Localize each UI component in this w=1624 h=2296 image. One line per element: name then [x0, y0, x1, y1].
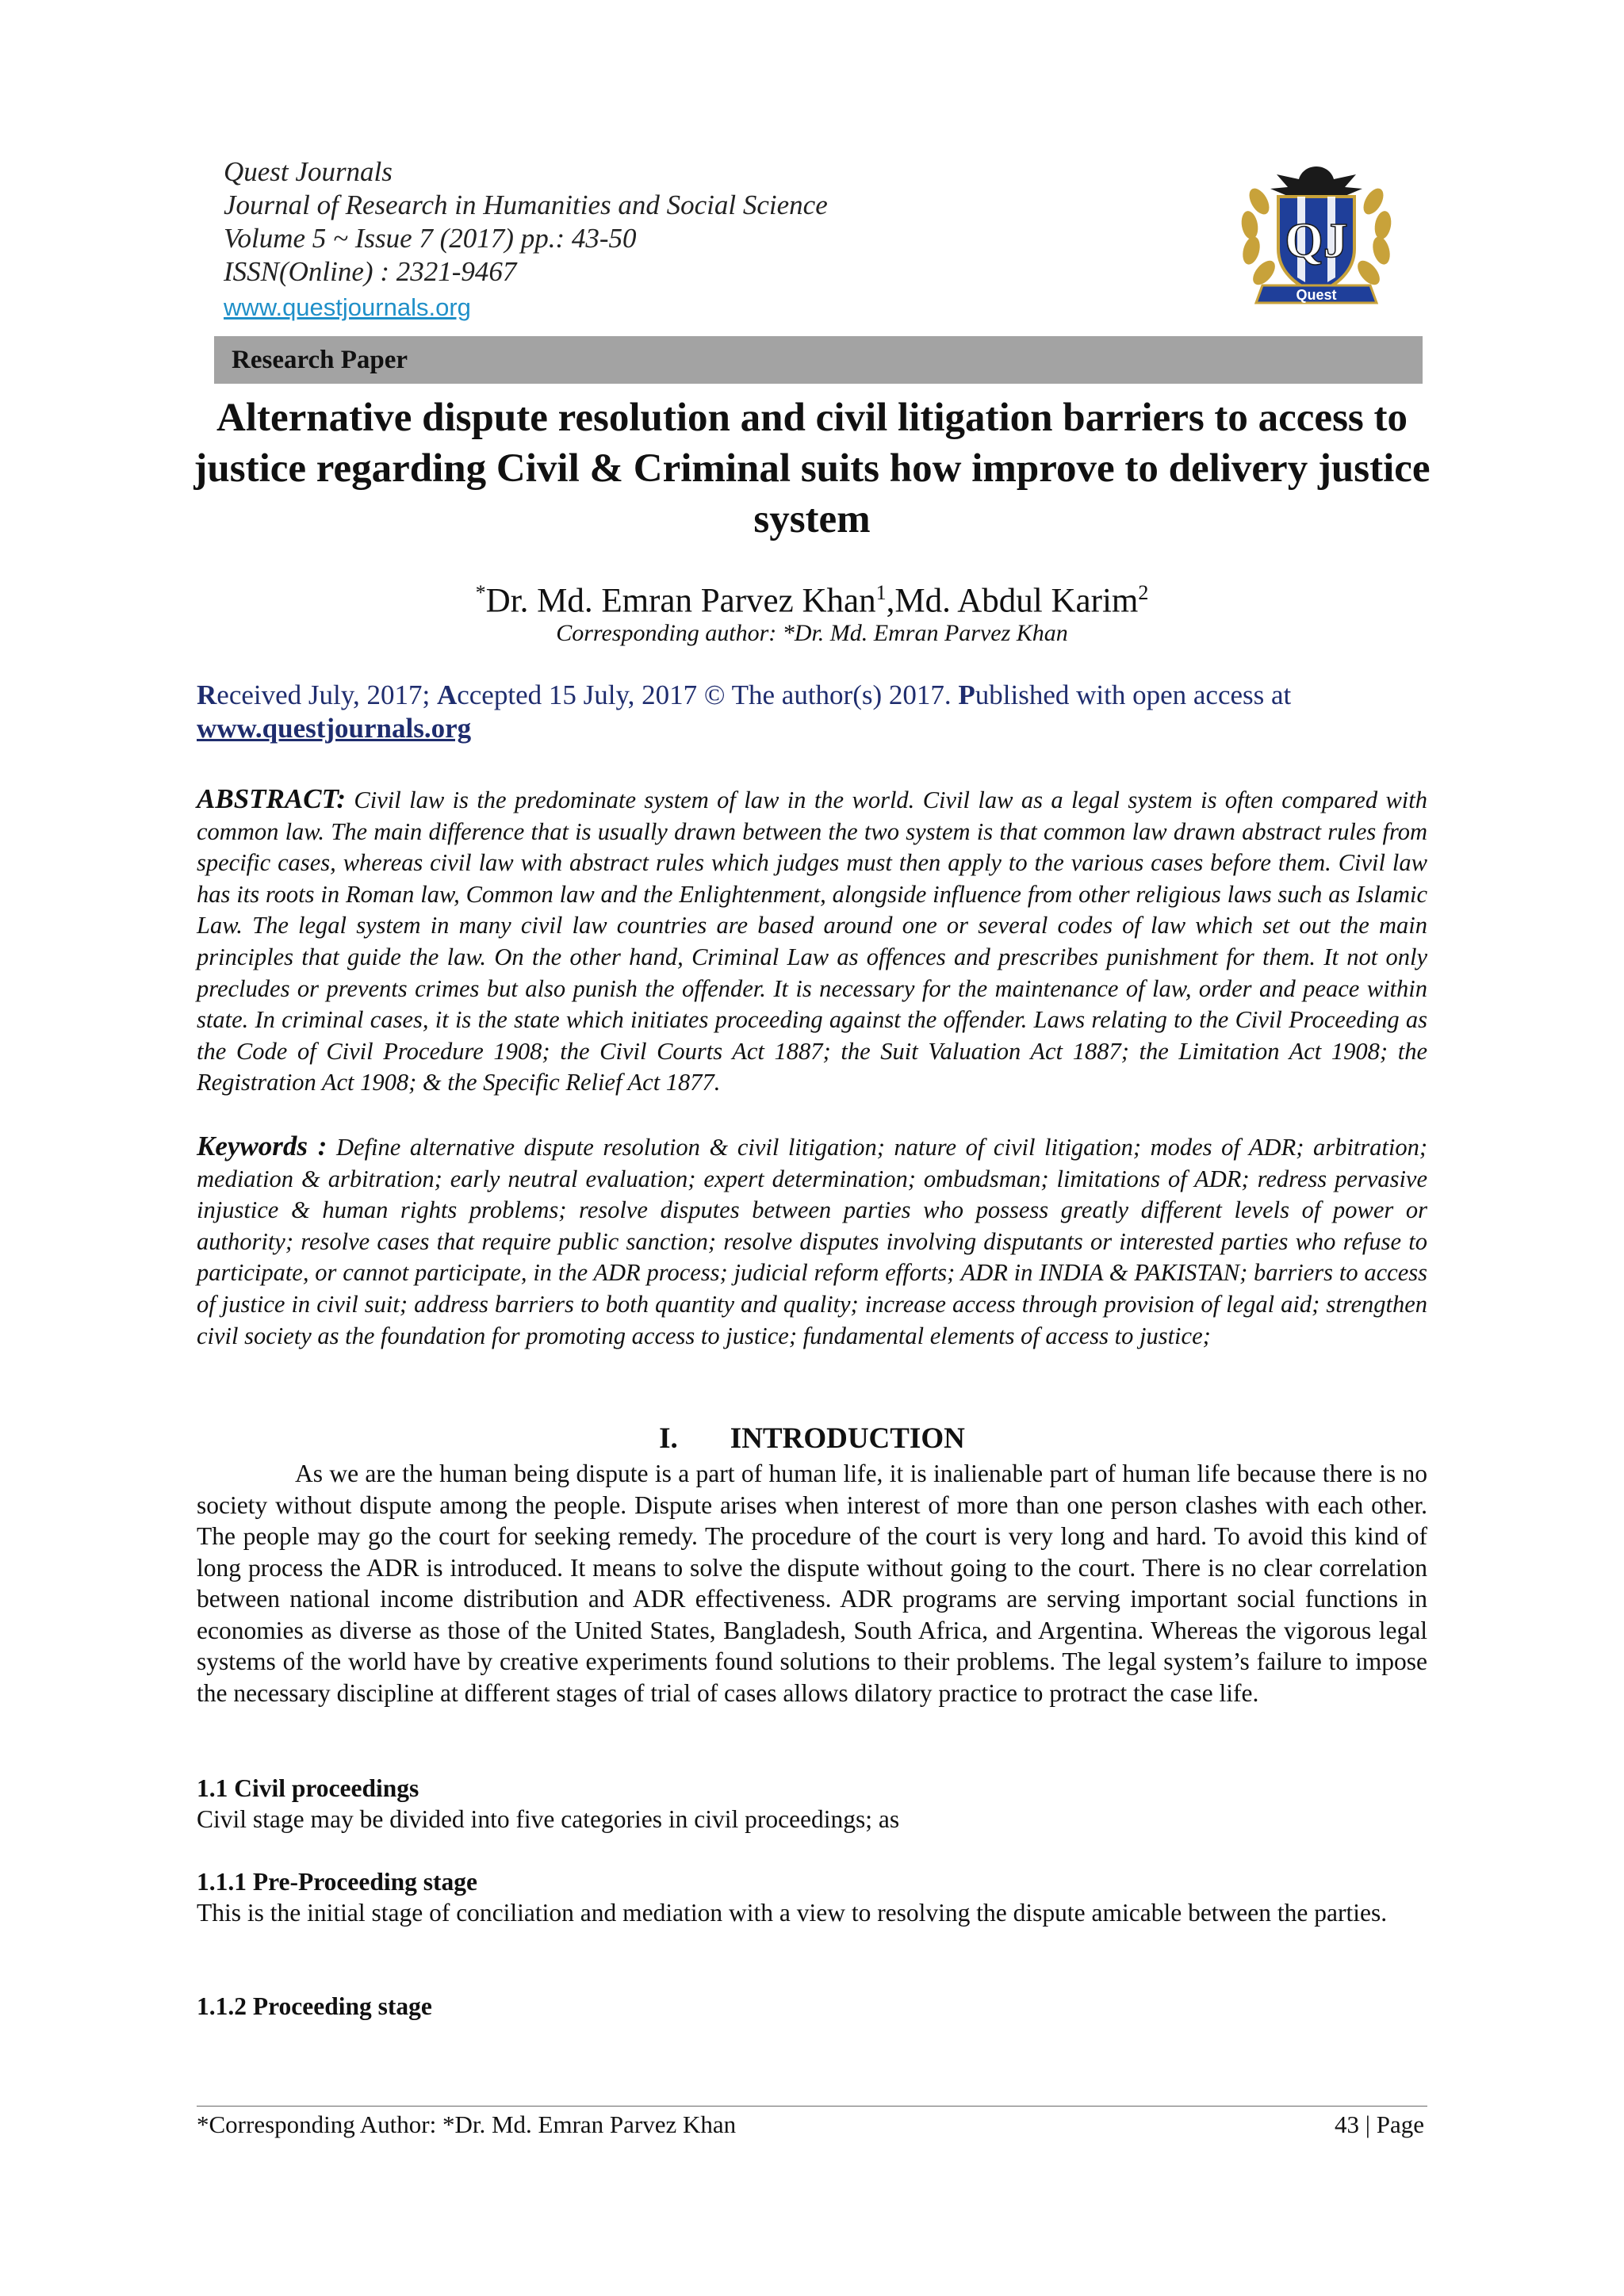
introduction-heading: [182, 1422, 1442, 1456]
accepted-initial: A: [436, 679, 458, 710]
publication-dates: [197, 679, 1427, 745]
author-2-affiliation: 2: [1138, 581, 1149, 604]
page-number: 43 | Page: [1335, 2110, 1424, 2138]
svg-text:Quest: Quest: [1296, 287, 1337, 303]
abstract-label: ABSTRACT:: [197, 783, 347, 814]
paper-type-label: Research Paper: [232, 346, 408, 374]
subsection-heading: 1.1.1 Pre-Proceeding stage: [197, 1868, 477, 1896]
corresponding-author: Corresponding author: *Dr. Md. Emran Parvez Khan: [556, 620, 1068, 646]
author-separator: ,: [886, 582, 895, 620]
abstract: [197, 783, 1427, 1099]
subsection-heading: 1.1.2 Proceeding stage: [197, 1992, 432, 2020]
author-1: Dr. Md. Emran Parvez Khan: [485, 582, 876, 620]
published-initial: P: [958, 679, 975, 710]
journal-website-link[interactable]: www.questjournals.org: [224, 293, 471, 321]
received-initial: R: [197, 679, 217, 710]
paper-type-bar: [214, 336, 1423, 384]
corresponding-star: *: [475, 581, 486, 604]
journal-full-name: Journal of Research in Humanities and Social Science: [224, 189, 828, 220]
subsection-paragraph: Civil stage may be divided into five categories in civil proceedings; as: [197, 1805, 900, 1833]
keywords-label: Keywords :: [197, 1131, 327, 1161]
received-date: eceived July, 2017;: [216, 679, 437, 710]
journal-name: Quest Journals: [224, 156, 393, 187]
keywords: [197, 1131, 1427, 1352]
footer-divider: [197, 2106, 1427, 2107]
open-access-link[interactable]: www.questjournals.org: [197, 713, 472, 744]
issn: ISSN(Online) : 2321-9467: [224, 256, 517, 287]
footer-corresponding-author: *Corresponding Author: *Dr. Md. Emran Parvez Khan: [197, 2110, 737, 2138]
keywords-text: Define alternative dispute resolution & civil litigation; nature of civil litigation; modes of ADR; arbitration; mediation & arbitration; early neutral evaluation; expert determination; ombudsman; limitations of ADR; redress pervasive injustice & human rights problems; resolve disputes between parties who possess greatly different levels of power or authority; resolve cases that require public sanction; resolve disputes involving disputants or interested parties who refuse to participate, or cannot participate, in the ADR process; judicial reform efforts; ADR in INDIA & PAKISTAN; barriers to access of justice in civil suit; address barriers to both quantity and quality; increase access through provision of legal aid; strengthen civil society as the foundation for promoting access to justice; fundamental elements of access to justice;: [197, 1134, 1428, 1349]
author-2: Md. Abdul Karim: [894, 582, 1139, 620]
section-number: I.: [659, 1422, 678, 1455]
svg-text:QJ: QJ: [1285, 214, 1348, 268]
paper-title: Alternative dispute resolution and civil litigation barriers to access to justice regarding Civil & Criminal suits how improve to delivery justice system: [193, 396, 1431, 541]
abstract-text: Civil law is the predominate system of law in the world. Civil law as a legal system is often compared with common law. The main difference that is usually drawn between the two system is that common law drawn abstract rules from specific cases, whereas civil law with abstract rules which judges must then apply to the various cases before them. Civil law has its roots in Roman law, Common law and the Enlightenment, alongside influence from other religious laws such as Islamic Law. The legal system in many civil law countries are based around one or several codes of law which set out the main principles that guide the law. On the other hand, Criminal Law as offences and prescribes punishment for them. It not only precludes or prevents crimes but also punish the offender. It is necessary for the maintenance of law, order and peace within state. In criminal cases, it is the state which initiates proceeding against the offender. Laws relating to the Civil Proceeding as the Code of Civil Procedure 1908; the Civil Courts Act 1887; the Suit Valuation Act 1887; the Limitation Act 1908; the Registration Act 1908; & the Specific Relief Act 1877.: [197, 786, 1428, 1096]
author-line: [182, 572, 1442, 622]
subsection-heading: 1.1 Civil proceedings: [197, 1774, 419, 1802]
quest-journals-logo: [1221, 155, 1411, 314]
subsection-paragraph: This is the initial stage of conciliation and mediation with a view to resolving the dispute amicable between the parties.: [197, 1899, 1388, 1927]
volume-issue: Volume 5 ~ Issue 7 (2017) pp.: 43-50: [224, 223, 637, 254]
accepted-date: ccepted 15 July, 2017 © The author(s) 2017.: [457, 679, 959, 710]
section-title: INTRODUCTION: [730, 1422, 965, 1455]
introduction-paragraph: As we are the human being dispute is a part of human life, it is inalienable part of human life because there is no society without dispute among the people. Dispute arises when interest of more than one person clashes with each other. The people may go the court for seeking remedy. The procedure of the court is very long and hard. To avoid this kind of long process the ADR is introduced. It means to solve the dispute without going to the court. There is no clear correlation between national income distribution and ADR effectiveness. ADR programs are serving important social functions in economies as diverse as those of the United States, Bangladesh, South Africa, and Argentina. Whereas the vigorous legal systems of the world have by creative experiments found solutions to their problems. The legal system’s failure to impose the necessary discipline at different stages of trial of cases allows dilatory practice to protract the case life.: [197, 1460, 1427, 1707]
author-1-affiliation: 1: [875, 581, 887, 604]
published-note: ublished with open access at: [975, 679, 1292, 710]
